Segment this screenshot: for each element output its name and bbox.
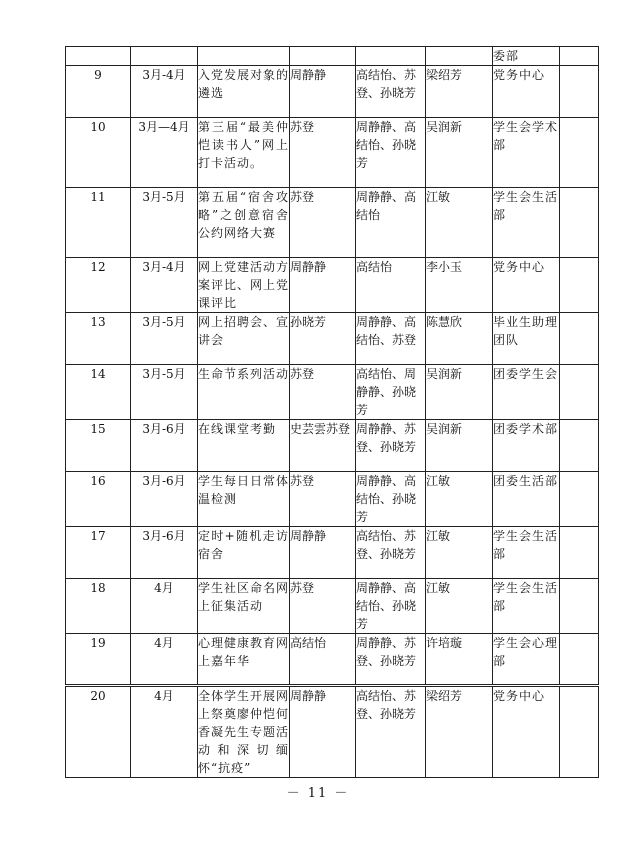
cell-lead: 苏登 (290, 118, 356, 188)
table-row (66, 420, 599, 472)
cell-contact: 梁绍芳 (426, 66, 493, 118)
cell-members: 周静静、高结怡、孙晓芳 (356, 579, 426, 634)
cell-members: 周静静、高结怡、孙晓芳 (356, 118, 426, 188)
cell-lead: 周静静 (290, 66, 356, 118)
cell-lead: 高结怡 (290, 634, 356, 686)
cell-no: 12 (66, 258, 131, 313)
cell-activity: 在线课堂考勤 (198, 420, 290, 472)
cell-contact: 许培璇 (426, 634, 493, 686)
cell-no (66, 47, 131, 66)
cell-dept: 学生会生活部 (493, 527, 560, 579)
cell-extra (560, 313, 599, 365)
cell-lead: 苏登 (290, 188, 356, 258)
cell-dept: 党务中心 (493, 686, 560, 778)
cell-activity: 网上党建活动方案评比、网上党课评比 (198, 258, 290, 313)
cell-dept: 委部 (493, 47, 560, 66)
cell-contact: 江敏 (426, 188, 493, 258)
table-row (66, 579, 599, 634)
cell-activity: 第三届“最美仲恺读书人”网上打卡活动。 (198, 118, 290, 188)
table-row (66, 66, 599, 118)
cell-members: 高结怡、苏登、孙晓芳 (356, 527, 426, 579)
page-number: － 11 － (286, 786, 350, 801)
cell-activity: 学生每日日常体温检测 (198, 472, 290, 527)
table-row (66, 686, 599, 778)
cell-contact: 江敏 (426, 527, 493, 579)
cell-activity: 定时+随机走访宿舍 (198, 527, 290, 579)
cell-no: 11 (66, 188, 131, 258)
cell-activity (198, 47, 290, 66)
cell-date: 3月-6月 (131, 420, 198, 472)
cell-activity: 入党发展对象的遴选 (198, 66, 290, 118)
cell-dept: 学生会学术部 (493, 118, 560, 188)
cell-date: 3月-5月 (131, 188, 198, 258)
cell-no: 20 (66, 686, 131, 778)
cell-extra (560, 686, 599, 778)
cell-date: 3月-4月 (131, 258, 198, 313)
cell-no: 18 (66, 579, 131, 634)
cell-extra (560, 420, 599, 472)
cell-extra (560, 579, 599, 634)
cell-no: 17 (66, 527, 131, 579)
table-row (66, 258, 599, 313)
cell-contact: 梁绍芳 (426, 686, 493, 778)
cell-date: 4月 (131, 579, 198, 634)
cell-extra (560, 258, 599, 313)
cell-lead: 苏登 (290, 365, 356, 420)
table-row (66, 472, 599, 527)
cell-lead: 苏登 (290, 472, 356, 527)
cell-members: 周静静、高结怡 (356, 188, 426, 258)
table-row (66, 527, 599, 579)
cell-activity: 第五届“宿舍攻略”之创意宿舍公约网络大赛 (198, 188, 290, 258)
cell-dept: 毕业生助理团队 (493, 313, 560, 365)
cell-dept: 团委生活部 (493, 472, 560, 527)
cell-date: 4月 (131, 686, 198, 778)
cell-members: 周静静、高结怡、孙晓芳 (356, 472, 426, 527)
table-row (66, 313, 599, 365)
table-row (66, 188, 599, 258)
cell-activity: 全体学生开展网上祭奠廖仲恺何香凝先生专题活动和深切缅怀“抗疫” (198, 686, 290, 778)
cell-members: 高结怡、周静静、孙晓芳 (356, 365, 426, 420)
activity-schedule-table (65, 46, 599, 778)
cell-dept: 党务中心 (493, 258, 560, 313)
cell-lead: 孙晓芳 (290, 313, 356, 365)
cell-date: 3月-5月 (131, 365, 198, 420)
cell-activity: 网上招聘会、宣讲会 (198, 313, 290, 365)
cell-dept: 学生会心理部 (493, 634, 560, 686)
cell-no: 16 (66, 472, 131, 527)
cell-members: 高结怡 (356, 258, 426, 313)
cell-contact: 陈慧欣 (426, 313, 493, 365)
cell-members (356, 47, 426, 66)
cell-date: 3月-5月 (131, 313, 198, 365)
cell-contact (426, 47, 493, 66)
cell-dept: 团委学术部 (493, 420, 560, 472)
cell-lead: 周静静 (290, 527, 356, 579)
cell-contact: 吴润新 (426, 118, 493, 188)
cell-extra (560, 118, 599, 188)
cell-date: 3月—4月 (131, 118, 198, 188)
cell-no: 10 (66, 118, 131, 188)
cell-no: 14 (66, 365, 131, 420)
cell-dept: 学生会生活部 (493, 579, 560, 634)
cell-date: 3月-6月 (131, 527, 198, 579)
cell-extra (560, 365, 599, 420)
cell-lead (290, 47, 356, 66)
cell-lead: 周静静 (290, 258, 356, 313)
cell-dept: 团委学生会 (493, 365, 560, 420)
cell-activity: 生命节系列活动 (198, 365, 290, 420)
cell-dept: 学生会生活部 (493, 188, 560, 258)
cell-members: 高结怡、苏登、孙晓芳 (356, 66, 426, 118)
cell-dept: 党务中心 (493, 66, 560, 118)
cell-contact: 江敏 (426, 472, 493, 527)
table-row (66, 634, 599, 686)
cell-lead: 史芸雲苏登 (290, 420, 356, 472)
cell-contact: 吴润新 (426, 365, 493, 420)
cell-contact: 李小玉 (426, 258, 493, 313)
cell-no: 15 (66, 420, 131, 472)
cell-extra (560, 47, 599, 66)
cell-date (131, 47, 198, 66)
cell-members: 周静静、苏登、孙晓芳 (356, 634, 426, 686)
cell-extra (560, 472, 599, 527)
cell-date: 3月-6月 (131, 472, 198, 527)
table-row-continued (66, 47, 599, 66)
cell-extra (560, 66, 599, 118)
cell-members: 周静静、高结怡、苏登 (356, 313, 426, 365)
cell-lead: 周静静 (290, 686, 356, 778)
cell-contact: 吴润新 (426, 420, 493, 472)
cell-members: 高结怡、苏登、孙晓芳 (356, 686, 426, 778)
cell-extra (560, 188, 599, 258)
cell-contact: 江敏 (426, 579, 493, 634)
cell-extra (560, 527, 599, 579)
cell-extra (560, 634, 599, 686)
cell-date: 4月 (131, 634, 198, 686)
cell-no: 13 (66, 313, 131, 365)
table-row (66, 365, 599, 420)
cell-lead: 苏登 (290, 579, 356, 634)
cell-no: 19 (66, 634, 131, 686)
cell-activity: 学生社区命名网上征集活动 (198, 579, 290, 634)
cell-members: 周静静、苏登、孙晓芳 (356, 420, 426, 472)
cell-date: 3月-4月 (131, 66, 198, 118)
cell-no: 9 (66, 66, 131, 118)
table-row (66, 118, 599, 188)
cell-activity: 心理健康教育网上嘉年华 (198, 634, 290, 686)
